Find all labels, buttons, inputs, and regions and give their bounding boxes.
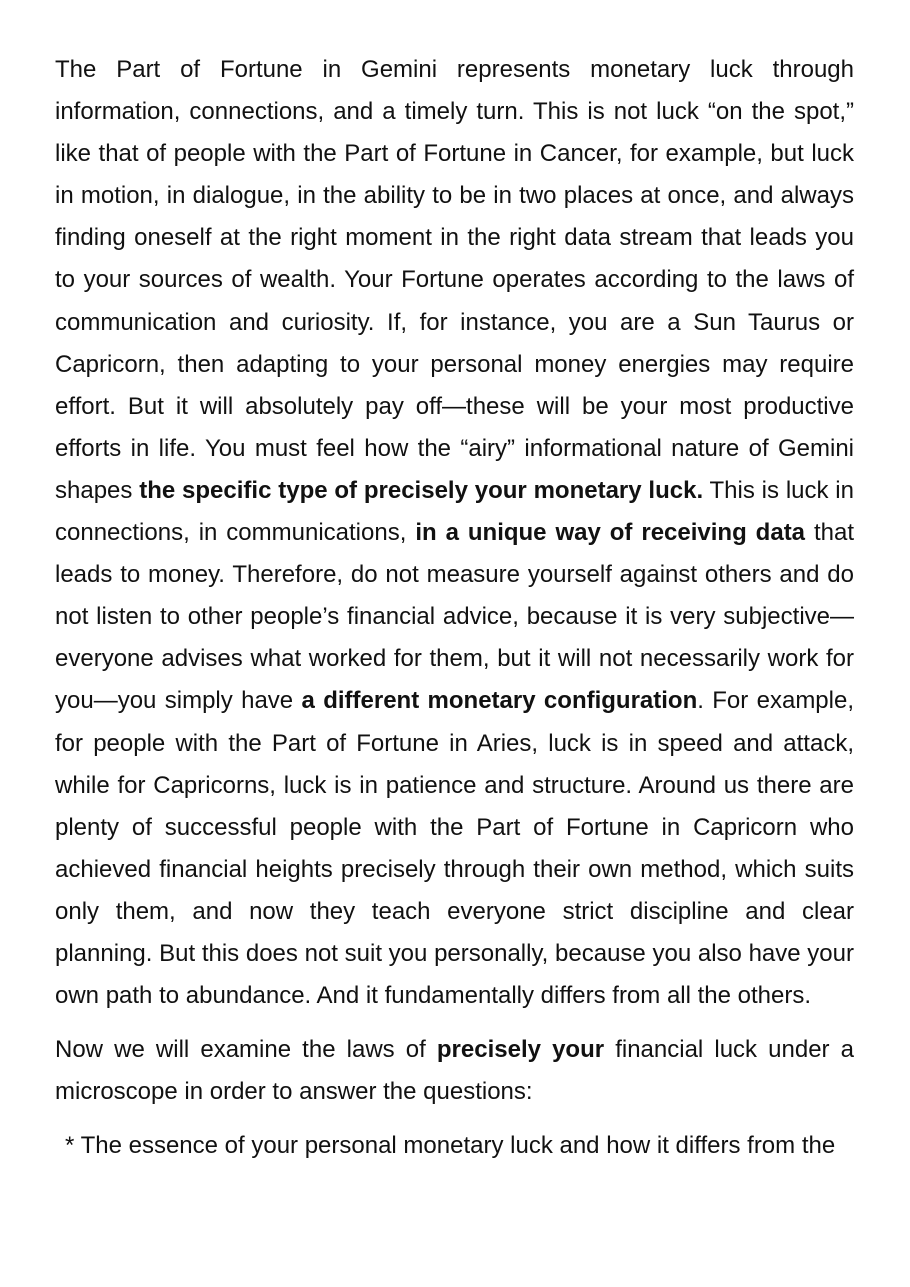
text-segment: The Part of Fortune in Gemini represents monetary luck through information, connections, and a timely turn. This is not luck “on the spot,” like that of people with the Part of Fortune in Cancer, for example, but luck in motion, in dialogue, in the ability to be in two places at once, and always finding oneself at the right moment in the right data stream that leads you to your sources of wealth. Your Fortune operates according to the laws of communication and curiosity. If, for instance, you are a Sun Taurus or Capricorn, then adapting to your personal money energies may require effort. But it will absolutely pay off—these will be your most productive efforts in life. You must feel how the “airy” informational nature of Gemini shapes — [55, 56, 854, 504]
paragraph-examine-laws — [55, 1029, 854, 1113]
document-page — [55, 49, 854, 1167]
bold-phrase: in a unique way of receiving data — [415, 519, 806, 547]
bold-phrase: a different monetary configuration — [301, 687, 698, 715]
bold-phrase: precisely your — [436, 1036, 605, 1064]
text-segment: financial luck under a microscope in order to answer the questions: — [55, 1036, 854, 1106]
paragraph-part-of-fortune-gemini — [55, 49, 854, 1017]
text-segment: that leads to money. Therefore, do not measure yourself against others and do not listen to other people’s financial advice, because it is very subjective—everyone advises what worked for them, but it will not necessarily work for you—you simply have — [55, 519, 854, 715]
text-segment: Now we will examine the laws of — [55, 1036, 437, 1064]
text-segment: This is luck in connections, in communications, — [55, 476, 854, 547]
bullet-item: * The essence of your personal monetary luck and how it differs from the — [65, 1132, 836, 1160]
bold-phrase: the specific type of precisely your monetary luck. — [139, 476, 704, 504]
text-segment: . For example, for people with the Part of Fortune in Aries, luck is in speed and attack, while for Capricorns, luck is in patience and structure. Around us there are plenty of successful people with the Part of Fortune in Capricorn who achieved financial heights precisely through their own method, which suits only them, and now they teach everyone strict discipline and clear planning. But this does not suit you personally, because you also have your own path to abundance. And it fundamentally differs from all the others. — [55, 687, 854, 1010]
